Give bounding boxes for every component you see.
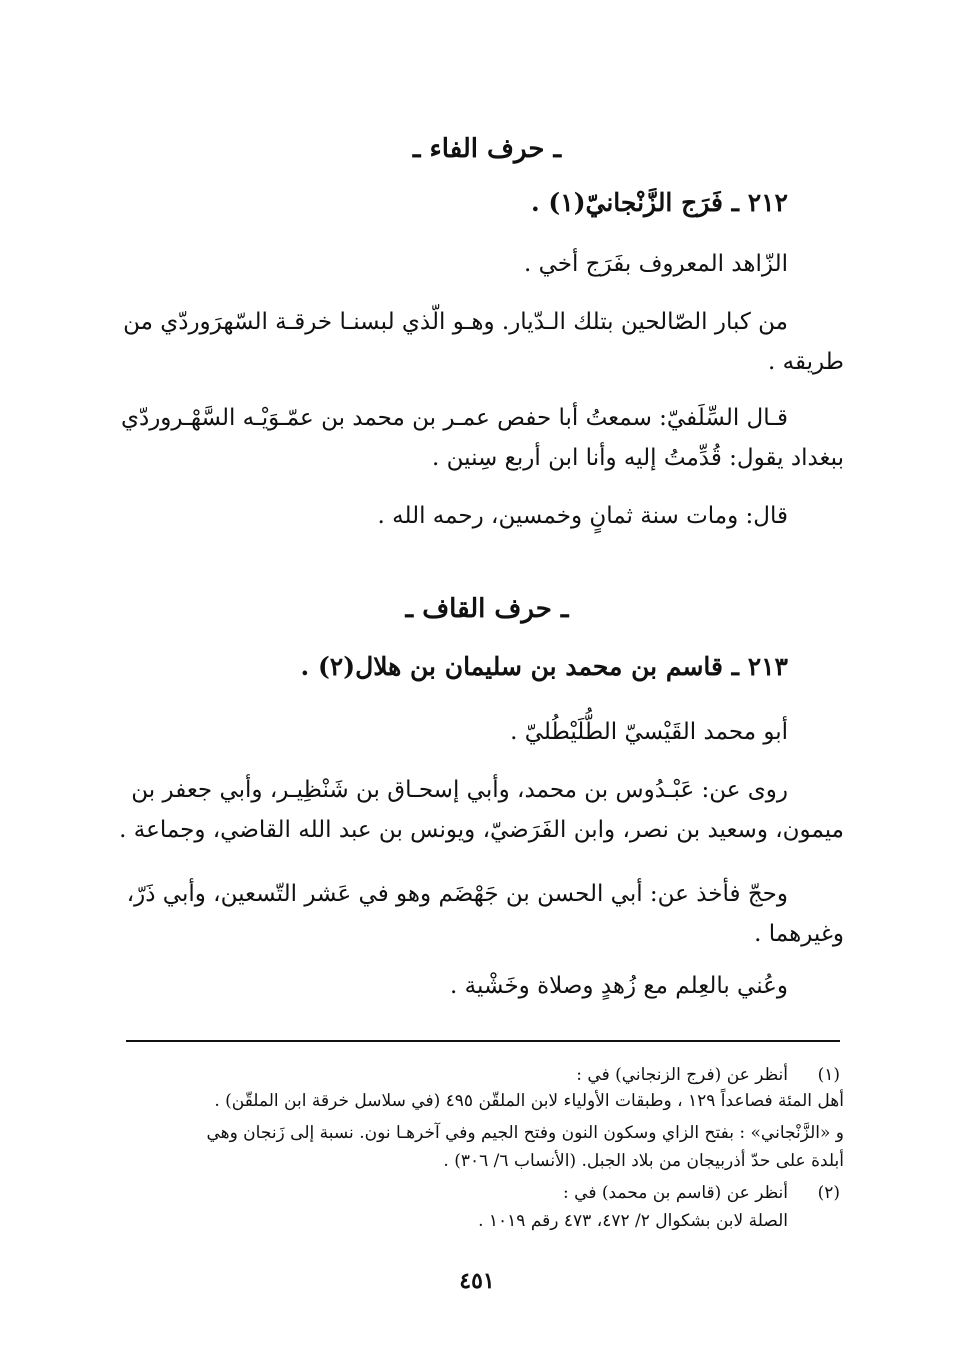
paragraph-line: ميمون، وسعيد بن نصر، وابن الفَرَضيّ، ويونس بن عبد الله القاضي، وجماعة . <box>119 817 844 843</box>
footnote-number: (٢) <box>817 1183 840 1203</box>
paragraph-line: روى عن: عَبْـدُوس بن محمد، وأبي إسحـاق بن شَنْظِيـر، وأبي جعفر بن <box>131 777 788 803</box>
section-heading-qaf: ـ حرف القاف ـ <box>405 594 569 624</box>
paragraph-line: ببغداد يقول: قُدِّمتُ إليه وأنا ابن أربع سِنين . <box>432 445 844 471</box>
paragraph-line: من كبار الصّالحين بتلك الـدّيار. وهـو الّذي لبسنـا خرقـة السّهرَوردّي من <box>123 309 788 335</box>
paragraph-line: أبو محمد القَيْسيّ الطُّلَيْطُليّ . <box>510 719 788 745</box>
page-number: ٤٥١ <box>459 1268 495 1294</box>
section-heading-fa: ـ حرف الفاء ـ <box>412 134 562 164</box>
paragraph-line: وغيرهما . <box>754 921 844 947</box>
footnote-number: (١) <box>817 1065 840 1085</box>
paragraph-line: وحجّ فأخذ عن: أبي الحسن بن جَهْضَم وهو في عَشر التّسعين، وأبي ذَرّ، <box>126 881 788 907</box>
footnote-line: أنظر عن (فرج الزنجاني) في : <box>576 1065 788 1085</box>
paragraph-line: طريقه . <box>768 349 844 375</box>
footnote-line: أبلدة على حدّ أذربيجان من بلاد الجبل. (الأنساب ٦/ ٣٠٦) . <box>443 1151 844 1171</box>
footnote-line: أهل المئة فصاعداً ١٢٩ ، وطبقات الأولياء لابن الملقّن ٤٩٥ (في سلاسل خرقة ابن الملقّن) . <box>214 1091 844 1111</box>
paragraph-line: الزّاهد المعروف بفَرَج أخي . <box>523 251 788 277</box>
footnote-divider <box>126 1040 840 1042</box>
paragraph-line: قال: ومات سنة ثمانٍ وخمسين، رحمه الله . <box>377 503 788 529</box>
entry-title-213: ٢١٣ ـ قاسم بن محمد بن سليمان بن هلال(٢) . <box>300 652 788 681</box>
footnote-line: الصلة لابن بشكوال ٢/ ٤٧٢، ٤٧٣ رقم ١٠١٩ . <box>478 1211 788 1231</box>
paragraph-line: قـال السِّلَفيّ: سمعتُ أبا حفص عمـر بن محمد بن عمّـوَيْـه السَّهْـروردّي <box>120 405 788 431</box>
footnote-line: و «الزَّنْجاني» : بفتح الزاي وسكون النون وفتح الجيم وفي آخرهـا نون. نسبة إلى زَنجان وهي <box>206 1123 844 1143</box>
entry-title-212: ٢١٢ ـ فَرَج الزَّنْجانيّ(١) . <box>531 188 788 217</box>
footnote-line: أنظر عن (قاسم بن محمد) في : <box>563 1183 788 1203</box>
paragraph-line: وعُني بالعِلم مع زُهدٍ وصلاة وخَشْية . <box>450 973 788 999</box>
